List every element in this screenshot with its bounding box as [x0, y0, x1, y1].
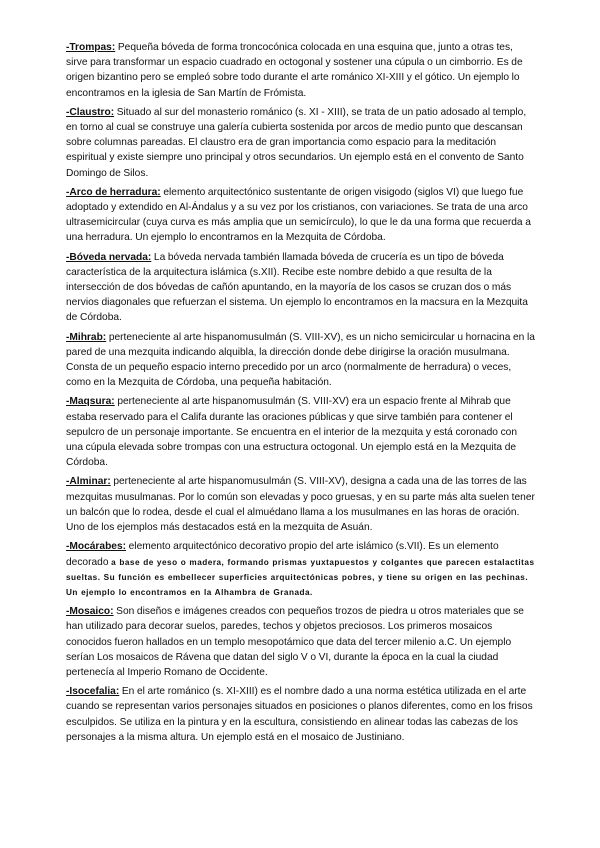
entry-definition: elemento arquitectónico sustentante de origen visigodo (siglos VI) que luego fue adoptado y extendido en Al-Ándalus y a su vez por los cristianos, con variaciones. Se trata de una arco ultrasemicircular (cuya curva es más amplia que un semicírculo), lo que le da una forma que recuerda a una herradura. Un ejemplo lo encontramos en la Mezquita de Córdoba.: [66, 186, 531, 244]
entry-maqsura: [66, 394, 536, 470]
glossary-list: [66, 40, 536, 749]
entry-definition: perteneciente al arte hispanomusulmán (S. VIII-XV), designa a cada una de las torres de las mezquitas musulmanas. Por lo común son elevadas y poco gruesas, y en su parte más alta suelen tener un balcón que lo rodea, desde el cual el almuédano llama a los musulmanes en las horas de oración. Uno de los ejemplos más destacados está en la mezquita de Asuán.: [66, 476, 535, 534]
entry-definition: perteneciente al arte hispanomusulmán (S. VIII-XV), es un nicho semicircular u hornacina en la pared de una mezquita indicando alquibla, la dirección donde debe dirigirse la oración musulmana. Consta de un pequeño espacio interno precedido por un arco (normalmente de herradura) o veces, como en la Mezquita de Córdoba, una pequeña habitación.: [66, 331, 535, 389]
entry-definition: En el arte románico (s. XI-XIII) es el nombre dado a una norma estética utilizada en el arte cuando se representan varios personajes situados en posiciones o planos diferentes, como en los frisos esculpidos. Se utiliza en la pintura y en la escultura, consistiendo en alinear todas las cabezas de los personajes a la misma altura. Un ejemplo está en el mosaico de Justiniano.: [66, 686, 533, 743]
entry-mihrab: [66, 330, 536, 391]
entry-claustro: [66, 105, 536, 181]
entry-term: -Claustro:: [66, 106, 115, 118]
entry-isocefalia: [66, 684, 536, 745]
entry-term: -Arco de herradura:: [66, 186, 161, 198]
entry-term: -Mocárabes:: [66, 541, 127, 553]
entry-mosaico: [66, 604, 536, 680]
entry-definition: perteneciente al arte hispanomusulmán (S. VIII-XV) era un espacio frente al Mihrab que estaba reservado para el Califa durante las oraciones públicas y que sirve también para contener el sepulcro de un personaje importante. Se encuentra en el interior de la mezquita y está coronado con una cúpula elevada sobre trompas con una estructura octogonal. Un ejemplo está en la Mezquita de Córdoba.: [66, 396, 517, 469]
entry-term: -Alminar:: [66, 476, 111, 488]
entry-trompas: [66, 40, 536, 101]
entry-term: -Bóveda nervada:: [66, 251, 152, 263]
entry-arco-de-herradura: [66, 185, 536, 246]
entry-alminar: [66, 474, 536, 535]
entry-term: -Isocefalia:: [66, 686, 120, 698]
entry-boveda-nervada: [66, 250, 536, 326]
entry-definition-small: a base de yeso o madera, formando prismas yuxtapuestos y colgantes que parecen estalactitas sueltas. Su función es embellecer superficies arquitectónicas pobres, y tiene su origen en las pechinas. Un ejemplo lo encontramos en la Alhambra de Granada.: [66, 557, 535, 597]
entry-definition: Situado al sur del monasterio románico (s. XI - XIII), se trata de un patio adosado al templo, en torno al cual se construye una galería cubierta sostenida por arcos de medio punto que descansan sobre columnas pareadas. El claustro era de gran importancia como espacio para la meditación espiritual y existe siempre uno principal y otros secundarios. Un ejemplo está en el convento de Santo Domingo de Silos.: [66, 106, 527, 179]
entry-mocarabes: [66, 539, 536, 600]
entry-term: -Mihrab:: [66, 331, 107, 343]
entry-term: -Trompas:: [66, 42, 116, 53]
entry-term: -Maqsura:: [66, 396, 115, 408]
entry-definition: Son diseños e imágenes creados con pequeños trozos de piedra u otros materiales que se han utilizado para decorar suelos, paredes, techos y objetos preciosos. Los primeros mosaicos conocidos fueron hallados en un templo mesopotámico que data del tercer milenio a.C. Un ejemplo serían Los mosaicos de Rávena que datan del siglo V o VI, durante la época en la cual la ciudad pertenecía al Imperio Romano de Occidente.: [66, 606, 524, 678]
entry-definition: elemento arquitectónico decorativo propio del arte islámico (s.VII). Es un elemento decorado: [66, 541, 499, 568]
entry-term: -Mosaico:: [66, 606, 114, 618]
entry-definition: Pequeña bóveda de forma troncocónica colocada en una esquina que, junto a otras tes, sirve para transformar un espacio cuadrado en octogonal y sostener una cúpula o un cimborrio. Es de origen bizantino pero se empleó sobre todo durante el arte románico XI-XIII y el gótico. Un ejemplo lo encontramos en la iglesia de San Martín de Frómista.: [66, 42, 523, 99]
entry-definition: La bóveda nervada también llamada bóveda de crucería es un tipo de bóveda característica de la arquitectura islámica (s.XII). Recibe este nombre debido a que resulta de la intersección de dos bóvedas de cañón apuntando, en la mayoría de los casos se cruzan dos o más nervios diagonales que refuerzan el sistema. Un ejemplo lo encontramos en la macsura en la Mezquita de Córdoba.: [66, 251, 528, 324]
